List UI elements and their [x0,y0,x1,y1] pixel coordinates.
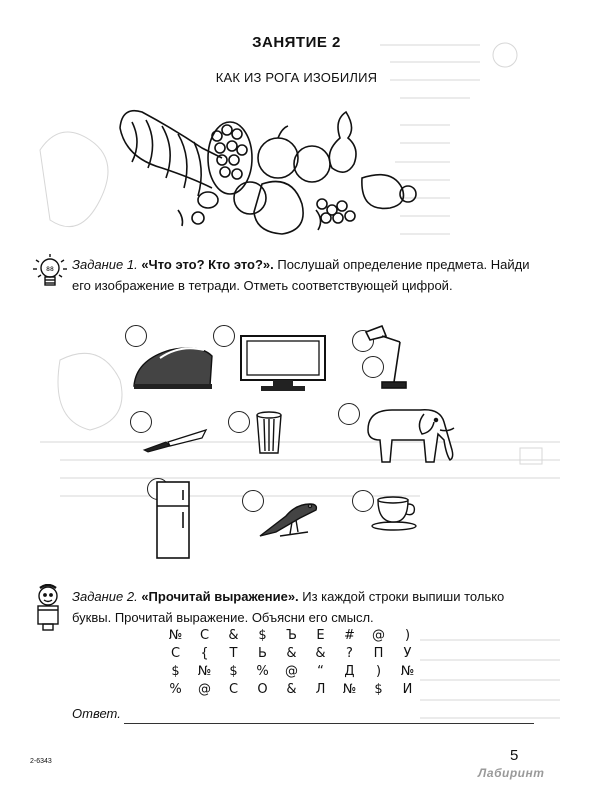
symbol: Ь [258,646,267,661]
symbol: $ [374,682,383,697]
fridge-picture [153,480,193,562]
symbol: @ [198,682,211,697]
symbol: Ъ [286,628,297,643]
symbol: С [228,682,239,697]
symbol: & [228,628,239,643]
symbol: Д [344,664,355,679]
svg-text:88: 88 [46,266,54,273]
symbol: & [286,646,297,661]
symbol: $ [171,664,180,679]
symbol: С [170,646,181,661]
symbol: № [197,664,212,679]
symbol: % [256,664,269,679]
glass-picture [254,411,284,457]
symbol: @ [285,664,298,679]
task-2-text: Из каждой строки выпиши только буквы. Прочитай выражение. Объясни его смысл. [72,589,505,625]
symbol: № [168,628,183,643]
symbol: # [344,628,355,643]
symbol: ) [404,628,411,643]
symbol-row-1 [161,628,422,646]
symbol: ? [346,646,353,661]
task-1-label: Задание 1. [72,257,138,272]
symbol: $ [229,664,238,679]
lightbulb-icon [30,252,70,292]
cornucopia-illustration [112,98,432,238]
bird-picture [256,492,322,542]
reading-figure-icon [30,584,66,632]
symbol: $ [258,628,267,643]
symbol: & [315,646,326,661]
symbol: Е [316,628,325,643]
task-1-text: Послушай определение предмета. Найди его изображение в тетради. Отметь соответствующей цифрой. [72,257,530,293]
answer-circle-tv[interactable] [213,325,235,347]
symbol: П [373,646,384,661]
iron-picture [130,340,216,392]
symbol: & [286,682,297,697]
lesson-title: ЗАНЯТИЕ 2 [252,34,341,51]
symbol: Т [229,646,238,661]
symbol: № [342,682,357,697]
symbol: У [403,646,412,661]
symbol: О [257,682,268,697]
symbol-row-3 [161,664,422,682]
desk-lamp-picture [360,322,420,394]
symbol: ) [375,664,382,679]
answer-circle-elephant[interactable] [338,403,360,425]
lesson-subtitle: КАК ИЗ РОГА ИЗОБИЛИЯ [215,70,378,85]
symbol-row-2 [161,646,422,664]
page-number: 5 [510,747,519,764]
cup-picture [370,494,420,532]
symbol: И [402,682,413,697]
elephant-picture [362,400,458,470]
task-2-name: «Прочитай выражение». [141,589,299,604]
answer-line[interactable] [124,723,534,724]
task-2-label: Задание 2. [72,589,138,604]
symbol: { [200,646,209,661]
symbol-row-4 [161,682,422,700]
watermark: Лабиринт [478,766,545,780]
symbol: % [169,682,182,697]
task-2-instructions [72,586,542,628]
answer-circle-glass[interactable] [228,411,250,433]
symbol: Л [315,682,326,697]
symbol: @ [372,628,385,643]
symbol-grid [161,628,422,700]
symbol: С [199,628,210,643]
tv-picture [239,334,327,394]
answer-label: Ответ. [72,706,121,721]
knife-picture [140,428,210,454]
symbol: “ [317,664,324,679]
task-1-name: «Что это? Кто это?». [141,257,274,272]
symbol: № [400,664,415,679]
book-code: 2-6343 [30,758,52,765]
task-1-instructions [72,254,542,296]
